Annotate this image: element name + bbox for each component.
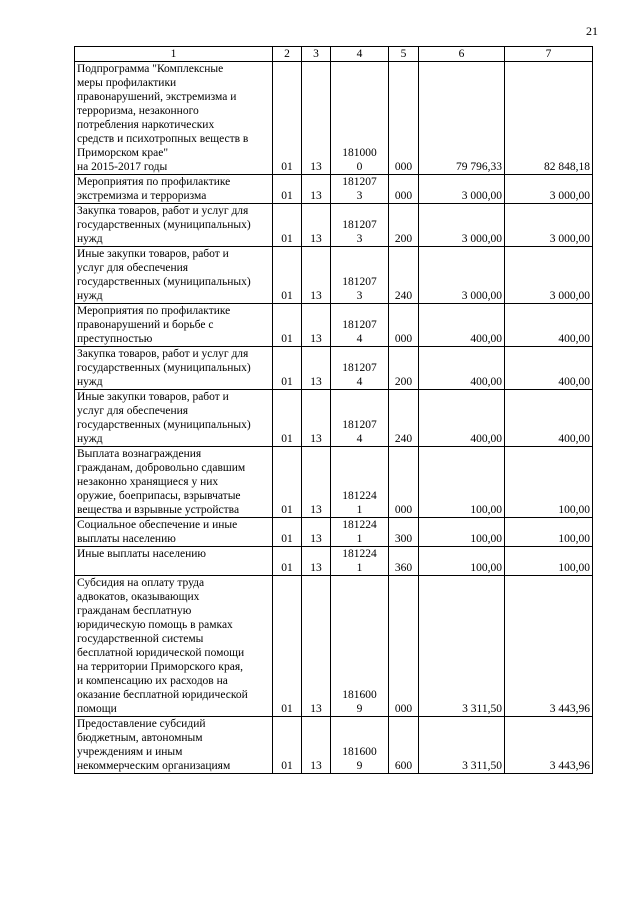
amount-2016: 100,00 — [419, 518, 505, 547]
target-article-code-line: 181207 — [342, 276, 377, 288]
amount-2016: 3 000,00 — [419, 175, 505, 204]
target-article-code-line: 181207 — [342, 362, 377, 374]
amount-2017: 3 000,00 — [505, 247, 593, 304]
section-code: 01 — [273, 576, 302, 717]
target-article-code-line: 1 — [356, 504, 363, 516]
target-article-code — [331, 390, 389, 447]
amount-2017: 400,00 — [505, 347, 593, 390]
target-article-code-line: 181600 — [342, 746, 377, 758]
section-code: 01 — [273, 347, 302, 390]
target-article-code-line: 181224 — [342, 490, 377, 502]
row-name-line: незаконно хранящиеся у них — [77, 476, 219, 488]
table-row — [75, 204, 593, 247]
row-name-line: преступностью — [77, 333, 153, 345]
row-name-line: государственной системы — [77, 633, 204, 645]
amount-2017: 400,00 — [505, 390, 593, 447]
section-code: 01 — [273, 518, 302, 547]
table-row — [75, 175, 593, 204]
target-article-code-line: 9 — [356, 760, 363, 772]
subsection-code: 13 — [302, 518, 331, 547]
row-name-line: Предоставление субсидий — [77, 718, 206, 730]
row-name — [75, 62, 273, 175]
target-article-code-line: 181207 — [342, 419, 377, 431]
row-name-line: государственных (муниципальных) — [77, 362, 251, 374]
row-name-line: помощи — [77, 703, 117, 715]
expense-type-code: 000 — [389, 447, 419, 518]
row-name — [75, 390, 273, 447]
expense-type-code: 000 — [389, 175, 419, 204]
row-name-line: оружие, боеприпасы, взрывчатые — [77, 490, 241, 502]
expense-type-code: 000 — [389, 304, 419, 347]
table-row — [75, 447, 593, 518]
row-name-line: Социальное обеспечение и иные — [77, 519, 238, 531]
row-name — [75, 204, 273, 247]
table-row — [75, 390, 593, 447]
row-name — [75, 347, 273, 390]
column-header: 3 — [302, 47, 331, 62]
row-name-line: потребления наркотических — [77, 119, 215, 131]
row-name-line: оказание бесплатной юридической — [77, 689, 248, 701]
row-name-line — [77, 561, 270, 575]
expense-type-code: 360 — [389, 547, 419, 576]
subsection-code: 13 — [302, 347, 331, 390]
amount-2016: 400,00 — [419, 390, 505, 447]
expense-type-code: 200 — [389, 347, 419, 390]
row-name-line: некоммерческим организациям — [77, 760, 231, 772]
amount-2017: 3 000,00 — [505, 204, 593, 247]
target-article-code — [331, 175, 389, 204]
subsection-code: 13 — [302, 390, 331, 447]
row-name-line: услуг для обеспечения — [77, 405, 189, 417]
amount-2017: 3 000,00 — [505, 175, 593, 204]
target-article-code — [331, 576, 389, 717]
column-header: 2 — [273, 47, 302, 62]
amount-2016: 3 311,50 — [419, 576, 505, 717]
target-article-code — [331, 304, 389, 347]
target-article-code — [331, 62, 389, 175]
row-name-line: Мероприятия по профилактике — [77, 176, 231, 188]
row-name-line: нужд — [77, 290, 103, 302]
amount-2016: 100,00 — [419, 547, 505, 576]
page-number: 21 — [586, 24, 598, 38]
column-header: 4 — [331, 47, 389, 62]
subsection-code: 13 — [302, 62, 331, 175]
section-code: 01 — [273, 304, 302, 347]
expense-type-code: 000 — [389, 576, 419, 717]
target-article-code — [331, 247, 389, 304]
row-name-line: услуг для обеспечения — [77, 262, 189, 274]
target-article-code-line: 181207 — [342, 219, 377, 231]
row-name-line: государственных (муниципальных) — [77, 419, 251, 431]
row-name-line: бесплатной юридической помощи — [77, 647, 245, 659]
row-name-line: и компенсацию их расходов на — [77, 675, 228, 687]
expense-type-code: 000 — [389, 62, 419, 175]
target-article-code — [331, 347, 389, 390]
table-row — [75, 347, 593, 390]
row-name-line: терроризма, незаконного — [77, 105, 199, 117]
row-name — [75, 447, 273, 518]
amount-2016: 3 311,50 — [419, 717, 505, 774]
section-code: 01 — [273, 447, 302, 518]
target-article-code-line: 181207 — [342, 176, 377, 188]
table-row — [75, 247, 593, 304]
row-name-line: Закупка товаров, работ и услуг для — [77, 348, 249, 360]
expense-type-code: 300 — [389, 518, 419, 547]
row-name-line: нужд — [77, 376, 103, 388]
row-name — [75, 576, 273, 717]
amount-2017: 100,00 — [505, 518, 593, 547]
table-row — [75, 547, 593, 576]
row-name-line: экстремизма и терроризма — [77, 190, 207, 202]
subsection-code: 13 — [302, 175, 331, 204]
row-name-line: выплаты населению — [77, 533, 176, 545]
row-name-line: адвокатов, оказывающих — [77, 591, 200, 603]
row-name-line: гражданам бесплатную — [77, 605, 192, 617]
target-article-code — [331, 547, 389, 576]
target-article-code-line: 4 — [356, 433, 363, 445]
amount-2016: 400,00 — [419, 347, 505, 390]
row-name-line: бюджетным, автономным — [77, 732, 203, 744]
row-name-line: государственных (муниципальных) — [77, 219, 251, 231]
row-name-line: Подпрограмма "Комплексные — [77, 63, 224, 75]
target-article-code-line: 3 — [356, 290, 363, 302]
target-article-code — [331, 717, 389, 774]
target-article-code-line: 1 — [356, 533, 363, 545]
section-code: 01 — [273, 175, 302, 204]
column-header: 6 — [419, 47, 505, 62]
target-article-code — [331, 518, 389, 547]
target-article-code-line: 0 — [356, 161, 363, 173]
amount-2016: 79 796,33 — [419, 62, 505, 175]
row-name — [75, 304, 273, 347]
target-article-code-line: 181000 — [342, 147, 377, 159]
row-name-line: меры профилактики — [77, 77, 177, 89]
expense-type-code: 240 — [389, 390, 419, 447]
section-code: 01 — [273, 62, 302, 175]
subsection-code: 13 — [302, 447, 331, 518]
row-name-line: на 2015-2017 годы — [77, 161, 168, 173]
subsection-code: 13 — [302, 717, 331, 774]
section-code: 01 — [273, 390, 302, 447]
row-name-line: учреждениям и иным — [77, 746, 183, 758]
section-code: 01 — [273, 204, 302, 247]
row-name-line: Выплата вознаграждения — [77, 448, 202, 460]
budget-table — [74, 46, 593, 774]
table-row — [75, 304, 593, 347]
subsection-code: 13 — [302, 304, 331, 347]
amount-2017: 3 443,96 — [505, 576, 593, 717]
row-name-line: правонарушений и борьбе с — [77, 319, 214, 331]
amount-2017: 3 443,96 — [505, 717, 593, 774]
target-article-code-line: 4 — [356, 333, 363, 345]
row-name-line: Иные закупки товаров, работ и — [77, 391, 229, 403]
row-name-line: правонарушений, экстремизма и — [77, 91, 237, 103]
row-name — [75, 547, 273, 576]
target-article-code-line: 181224 — [342, 519, 377, 531]
target-article-code — [331, 204, 389, 247]
row-name-line: государственных (муниципальных) — [77, 276, 251, 288]
section-code: 01 — [273, 547, 302, 576]
amount-2016: 3 000,00 — [419, 204, 505, 247]
row-name-line: Иные выплаты населению — [77, 548, 206, 560]
row-name-line: Иные закупки товаров, работ и — [77, 248, 229, 260]
table-body — [75, 62, 593, 774]
target-article-code-line: 4 — [356, 376, 363, 388]
table-row — [75, 717, 593, 774]
column-header: 1 — [75, 47, 273, 62]
amount-2017: 82 848,18 — [505, 62, 593, 175]
section-code: 01 — [273, 717, 302, 774]
target-article-code-line: 181207 — [342, 319, 377, 331]
target-article-code-line: 1 — [356, 562, 363, 574]
row-name-line: нужд — [77, 433, 103, 445]
subsection-code: 13 — [302, 204, 331, 247]
expense-type-code: 200 — [389, 204, 419, 247]
row-name-line: Мероприятия по профилактике — [77, 305, 231, 317]
row-name-line: вещества и взрывные устройства — [77, 504, 240, 516]
row-name-line: Закупка товаров, работ и услуг для — [77, 205, 249, 217]
row-name-line: средств и психотропных веществ в — [77, 133, 249, 145]
row-name-line: юридическую помощь в рамках — [77, 619, 233, 631]
subsection-code: 13 — [302, 547, 331, 576]
target-article-code-line: 3 — [356, 233, 363, 245]
amount-2017: 400,00 — [505, 304, 593, 347]
row-name-line: нужд — [77, 233, 103, 245]
target-article-code-line: 3 — [356, 190, 363, 202]
table-row — [75, 576, 593, 717]
target-article-code-line: 181600 — [342, 689, 377, 701]
expense-type-code: 600 — [389, 717, 419, 774]
row-name-line: Приморском крае" — [77, 147, 169, 159]
target-article-code-line: 9 — [356, 703, 363, 715]
section-code: 01 — [273, 247, 302, 304]
amount-2016: 3 000,00 — [419, 247, 505, 304]
subsection-code: 13 — [302, 247, 331, 304]
row-name-line: Субсидия на оплату труда — [77, 577, 205, 589]
header-row — [75, 47, 593, 62]
amount-2017: 100,00 — [505, 447, 593, 518]
amount-2017: 100,00 — [505, 547, 593, 576]
target-article-code — [331, 447, 389, 518]
subsection-code: 13 — [302, 576, 331, 717]
table-row — [75, 518, 593, 547]
row-name — [75, 247, 273, 304]
row-name — [75, 717, 273, 774]
table-row — [75, 62, 593, 175]
amount-2016: 100,00 — [419, 447, 505, 518]
column-header: 7 — [505, 47, 593, 62]
column-header: 5 — [389, 47, 419, 62]
row-name — [75, 518, 273, 547]
row-name-line: на территории Приморского края, — [77, 661, 243, 673]
expense-type-code: 240 — [389, 247, 419, 304]
target-article-code-line: 181224 — [342, 548, 377, 560]
row-name — [75, 175, 273, 204]
row-name-line: гражданам, добровольно сдавшим — [77, 462, 246, 474]
amount-2016: 400,00 — [419, 304, 505, 347]
